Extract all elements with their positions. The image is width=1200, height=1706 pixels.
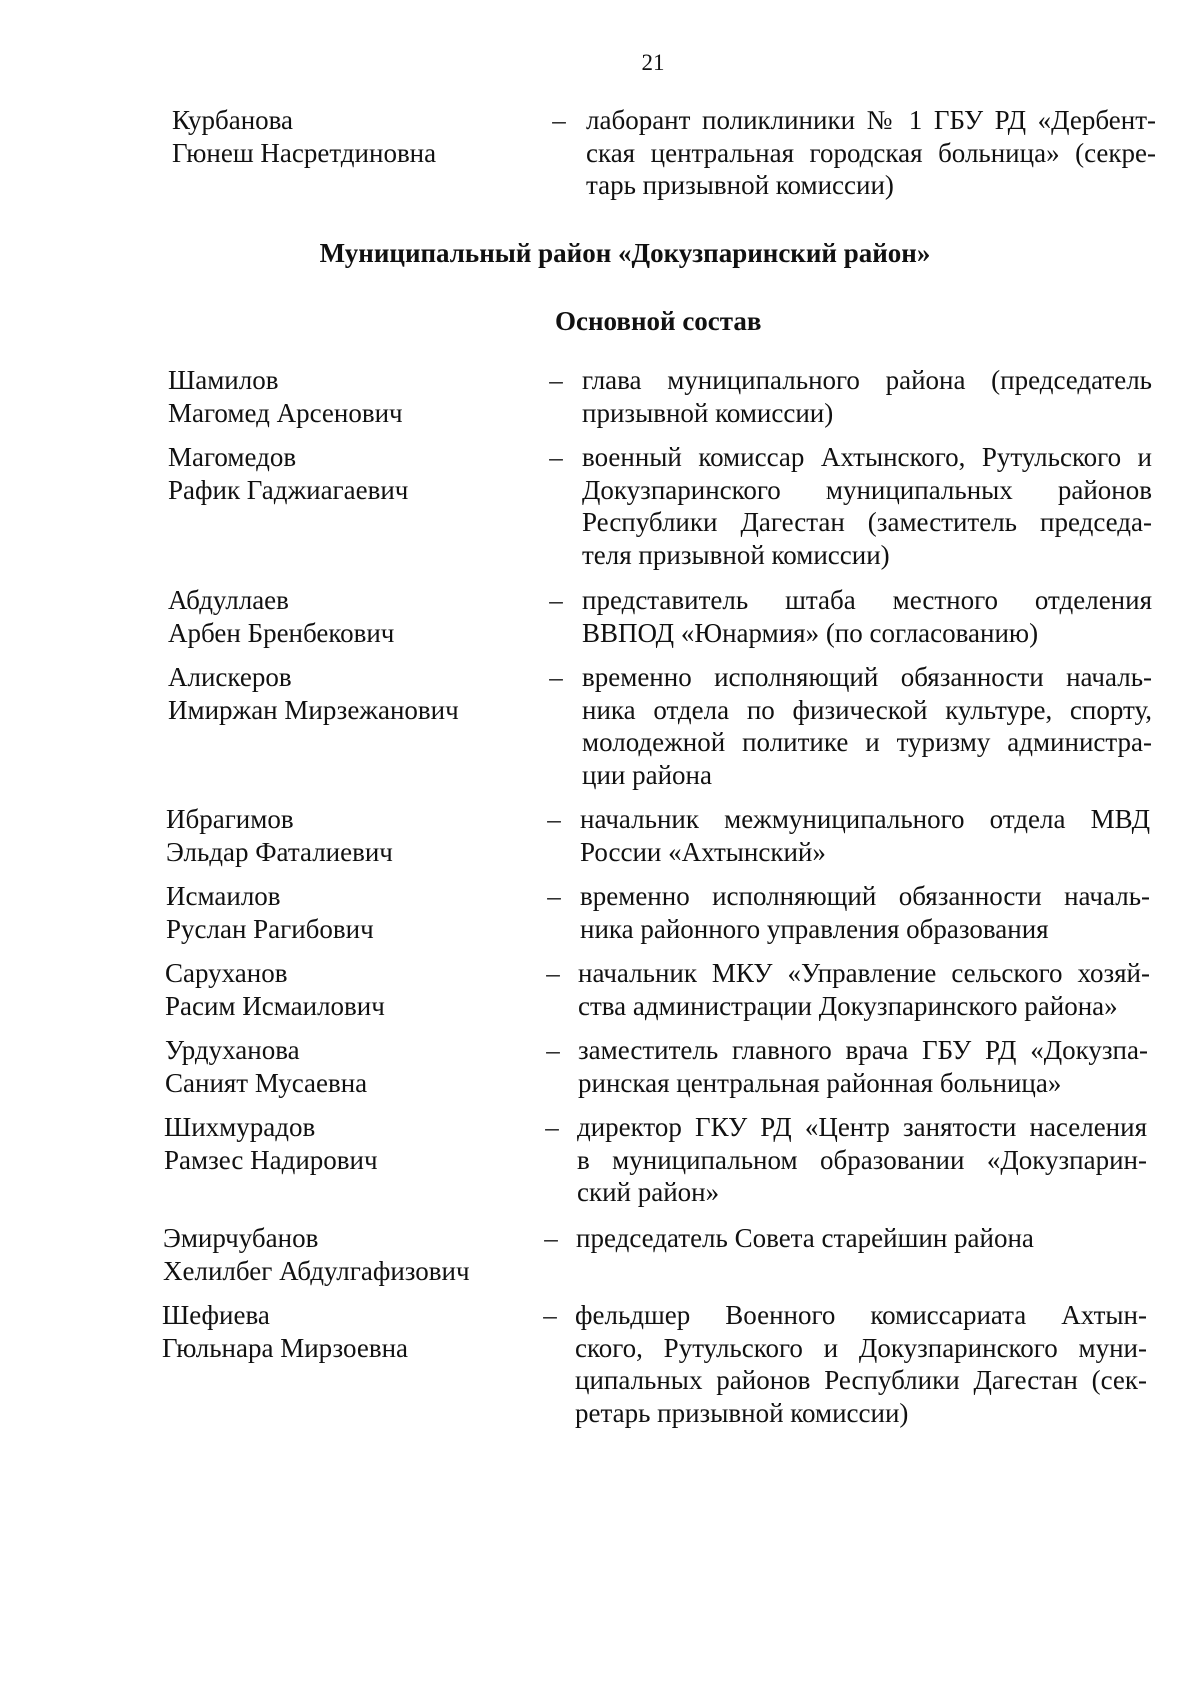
dash-separator: – (549, 662, 563, 692)
member-name (168, 584, 394, 649)
position-line: Докузпаринского муниципальных районов (582, 474, 1152, 505)
member-surname: Абдуллаев (168, 585, 289, 615)
member-given-names: Руслан Рагибович (166, 913, 374, 944)
member-surname: Ибрагимов (166, 804, 294, 834)
position-line: председатель Совета старейшин района (576, 1223, 1034, 1253)
member-name (163, 1222, 470, 1287)
dash-separator: – (543, 1300, 557, 1330)
member-position (580, 803, 1150, 868)
position-line: фельдшер Военного комиссариата Ахтын- (575, 1300, 1147, 1330)
member-name (168, 661, 459, 726)
member-position (575, 1299, 1147, 1429)
member-position (582, 364, 1152, 429)
position-line: начальник межмуниципального отдела МВД (580, 804, 1150, 834)
member-name (162, 1299, 408, 1364)
position-line: ника отдела по физической культуре, спорту, (582, 694, 1152, 725)
district-heading: Муниципальный район «Докузпаринский район» (319, 238, 931, 268)
section-heading: Основной состав (555, 306, 762, 336)
member-given-names: Саният Мусаевна (165, 1067, 368, 1098)
dash-separator: – (549, 442, 563, 472)
position-line: ципальных районов Республики Дагестан (сек- (575, 1365, 1147, 1395)
position-line: временно исполняющий обязанности началь- (580, 881, 1150, 911)
member-surname: Шефиева (162, 1300, 270, 1330)
member-position (578, 1034, 1148, 1099)
position-line: ства администрации Докузпаринского района» (578, 990, 1118, 1021)
position-line: ский район» (577, 1177, 720, 1207)
member-position (578, 957, 1150, 1022)
member-given-names: Хелилбег Абдулгафизович (163, 1255, 470, 1286)
position-line: призывной комиссии) (582, 397, 834, 428)
member-surname: Алискеров (168, 662, 292, 692)
position-line: ции района (582, 759, 712, 790)
member-name (165, 957, 385, 1022)
member-position (576, 1222, 1146, 1255)
position-line: временно исполняющий обязанности началь- (582, 662, 1152, 692)
member-name (168, 364, 403, 429)
member-given-names: Рамзес Надирович (164, 1144, 378, 1175)
position-line: ника районного управления образования (580, 913, 1049, 944)
member-name (165, 1034, 367, 1099)
dash-separator: – (547, 881, 561, 911)
member-position (582, 584, 1152, 649)
position-line: ского, Рутульского и Докузпаринского муни- (575, 1332, 1147, 1363)
position-line: тарь призывной комиссии) (586, 170, 894, 200)
position-line: России «Ахтынский» (580, 836, 826, 867)
page-number: 21 (641, 50, 665, 75)
dash-separator: – (547, 804, 561, 834)
position-line: молодежной политике и туризму администра- (582, 727, 1152, 757)
member-position (577, 1111, 1147, 1209)
dash-separator: – (546, 958, 560, 988)
position-line: глава муниципального района (председатель (582, 365, 1152, 395)
member-name (164, 1111, 378, 1176)
position-line: ринская центральная районная больница» (578, 1067, 1062, 1098)
position-line: лаборант поликлиники № 1 ГБУ РД «Дербент- (586, 105, 1156, 135)
dash-separator: – (552, 105, 566, 135)
member-surname: Шихмурадов (164, 1112, 316, 1142)
member-surname: Шамилов (168, 365, 279, 395)
position-line: ВВПОД «Юнармия» (по согласованию) (582, 617, 1039, 648)
position-line: военный комиссар Ахтынского, Рутульского и (582, 442, 1152, 472)
member-name (168, 441, 408, 506)
position-line: ретарь призывной комиссии) (575, 1397, 909, 1428)
member-surname: Урдуханова (165, 1035, 300, 1065)
member-surname: Курбанова (172, 105, 294, 135)
member-given-names: Эльдар Фаталиевич (166, 836, 393, 867)
member-surname: Эмирчубанов (163, 1223, 319, 1253)
position-line: заместитель главного врача ГБУ РД «Докузпа- (578, 1035, 1148, 1065)
dash-separator: – (549, 365, 563, 395)
position-line: теля призывной комиссии) (582, 539, 890, 570)
member-name (166, 803, 393, 868)
dash-separator: – (546, 1035, 560, 1065)
member-given-names: Рафик Гаджиагаевич (168, 474, 409, 505)
member-surname: Исмаилов (166, 881, 281, 911)
position-line: Республики Дагестан (заместитель председа- (582, 507, 1152, 537)
member-position (580, 880, 1150, 945)
member-given-names: Имиржан Мирзежанович (168, 694, 459, 725)
dash-separator: – (544, 1223, 558, 1253)
position-line: представитель штаба местного отделения (582, 585, 1152, 615)
member-name (166, 880, 374, 945)
member-given-names: Гюльнара Мирзоевна (162, 1332, 409, 1363)
member-position (582, 441, 1152, 571)
member-given-names: Арбен Бренбекович (168, 617, 395, 648)
member-position (582, 661, 1152, 791)
member-given-names: Гюнеш Насретдиновна (172, 137, 437, 168)
member-name (172, 104, 436, 169)
dash-separator: – (549, 585, 563, 615)
position-line: директор ГКУ РД «Центр занятости населения (577, 1112, 1147, 1142)
member-surname: Саруханов (165, 958, 288, 988)
member-surname: Магомедов (168, 442, 297, 472)
member-given-names: Магомед Арсенович (168, 397, 403, 428)
member-position (586, 104, 1156, 202)
dash-separator: – (545, 1112, 559, 1142)
position-line: ская центральная городская больница» (секре- (586, 137, 1156, 168)
member-given-names: Расим Исмаилович (165, 990, 385, 1021)
position-line: в муниципальном образовании «Докузпарин- (577, 1144, 1147, 1175)
position-line: начальник МКУ «Управление сельского хозяй- (578, 958, 1150, 988)
